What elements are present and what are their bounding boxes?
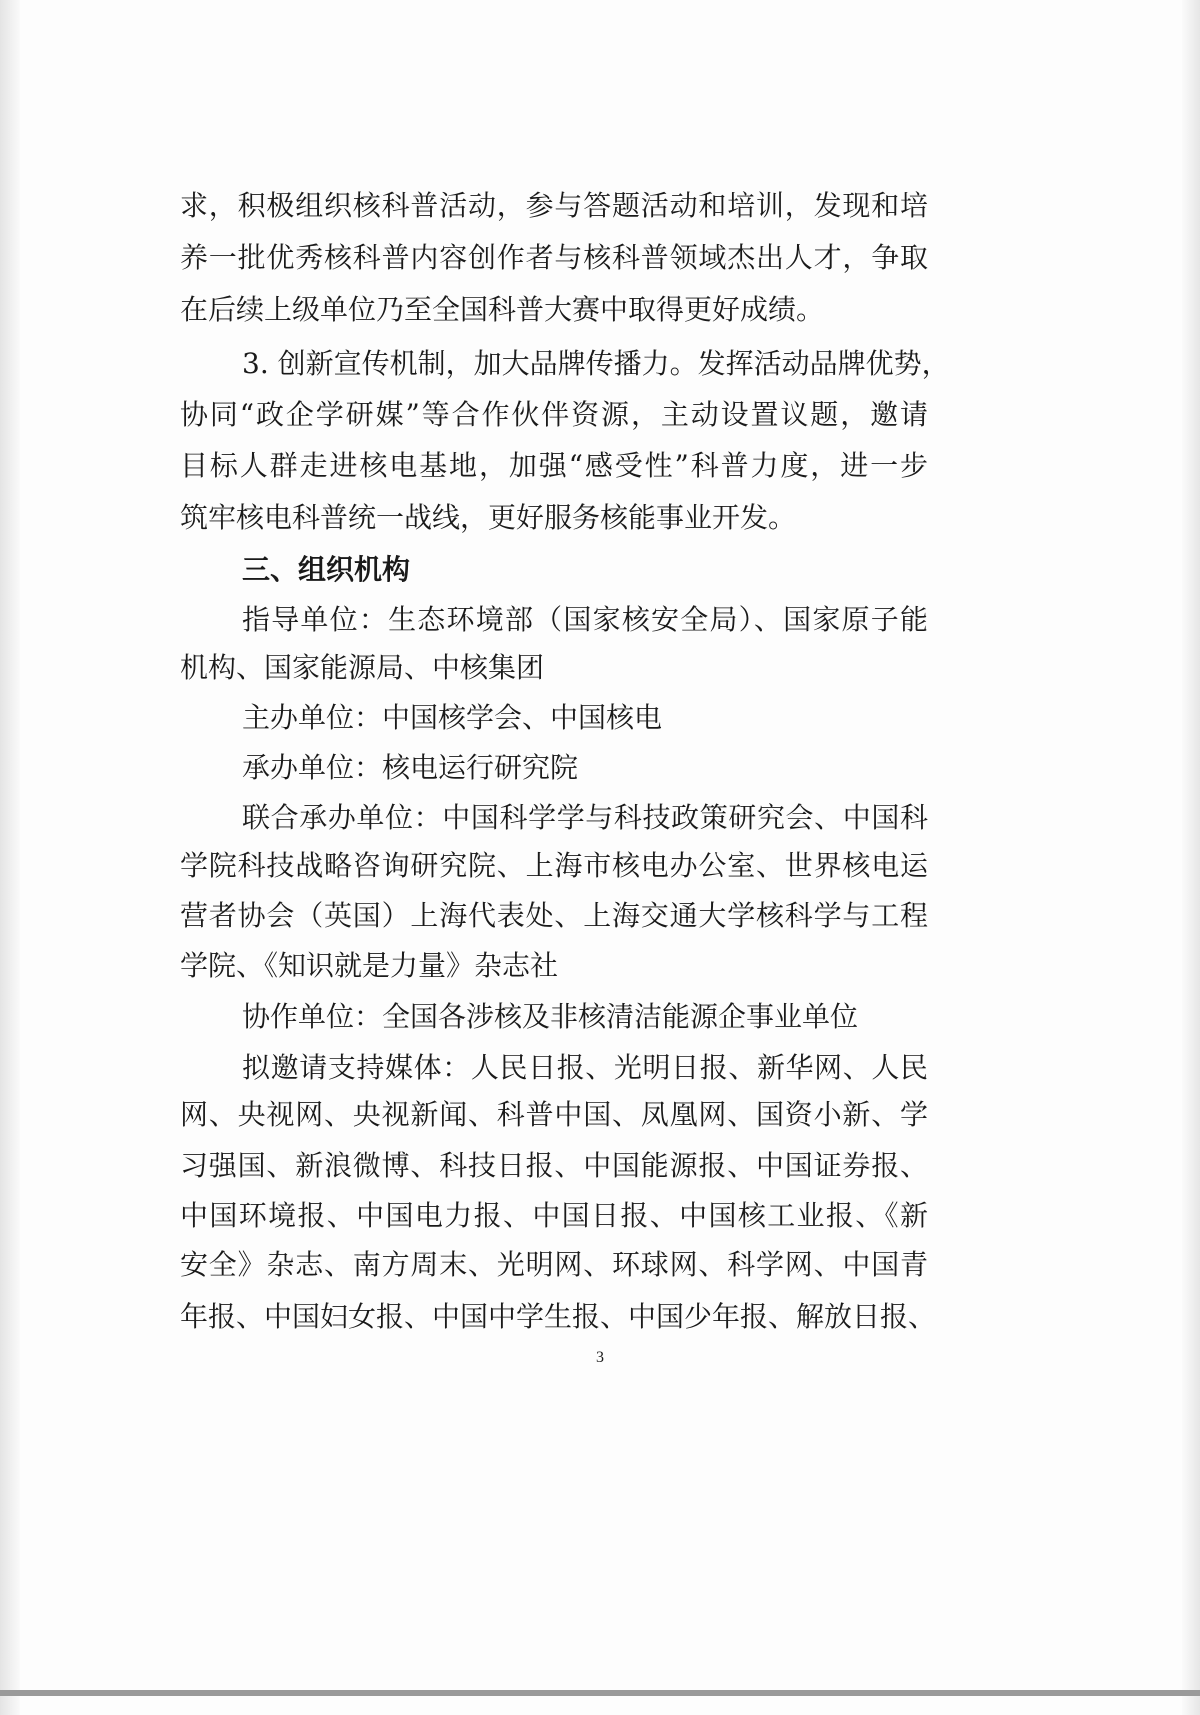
text-line: 拟邀请支持媒体：人民日报、光明日报、新华网、人民 — [242, 1051, 928, 1084]
text-line: 在后续上级单位乃至全国科普大赛中取得更好成绩。 — [180, 293, 825, 326]
text-line: 养一批优秀核科普内容创作者与核科普领域杰出人才，争取 — [180, 241, 928, 274]
text-line: 机构、国家能源局、中核集团 — [180, 651, 545, 684]
text-line: 求，积极组织核科普活动，参与答题活动和培训，发现和培 — [180, 189, 928, 222]
text-line: 承办单位：核电运行研究院 — [242, 751, 579, 784]
text-line: 习强国、新浪微博、科技日报、中国能源报、中国证券报、 — [180, 1149, 928, 1182]
text-line: 中国环境报、中国电力报、中国日报、中国核工业报、《新 — [180, 1199, 928, 1232]
text-line: 目标人群走进核电基地，加强“感受性”科普力度，进一步 — [180, 449, 928, 482]
section-heading: 三、组织机构 — [242, 553, 411, 586]
page-edge-left — [0, 0, 20, 1715]
text-line: 筑牢核电科普统一战线，更好服务核能事业开发。 — [180, 501, 797, 534]
text-line: 协同“政企学研媒”等合作伙伴资源，主动设置议题，邀请 — [180, 398, 928, 431]
text-line: 3. 创新宣传机制，加大品牌传播力。发挥活动品牌优势， — [242, 347, 950, 380]
page-number: 3 — [596, 1349, 604, 1366]
text-line: 年报、中国妇女报、中国中学生报、中国少年报、解放日报、 — [180, 1300, 937, 1333]
text-line: 协作单位：全国各涉核及非核清洁能源企事业单位 — [242, 1000, 859, 1033]
text-line: 学院科技战略咨询研究院、上海市核电办公室、世界核电运 — [180, 849, 928, 882]
text-line: 学院、《知识就是力量》杂志社 — [180, 949, 559, 982]
text-line: 营者协会（英国）上海代表处、上海交通大学核科学与工程 — [180, 899, 928, 932]
text-line: 安全》杂志、南方周末、光明网、环球网、科学网、中国青 — [180, 1248, 928, 1281]
text-line: 主办单位：中国核学会、中国核电 — [242, 701, 663, 734]
page-edge-bottom — [0, 1690, 1200, 1696]
page-edge-right — [1182, 0, 1200, 1715]
text-line: 网、央视网、央视新闻、科普中国、凤凰网、国资小新、学 — [180, 1098, 928, 1131]
text-line: 联合承办单位：中国科学学与科技政策研究会、中国科 — [242, 801, 928, 834]
text-line: 指导单位：生态环境部（国家核安全局）、国家原子能 — [242, 603, 928, 636]
